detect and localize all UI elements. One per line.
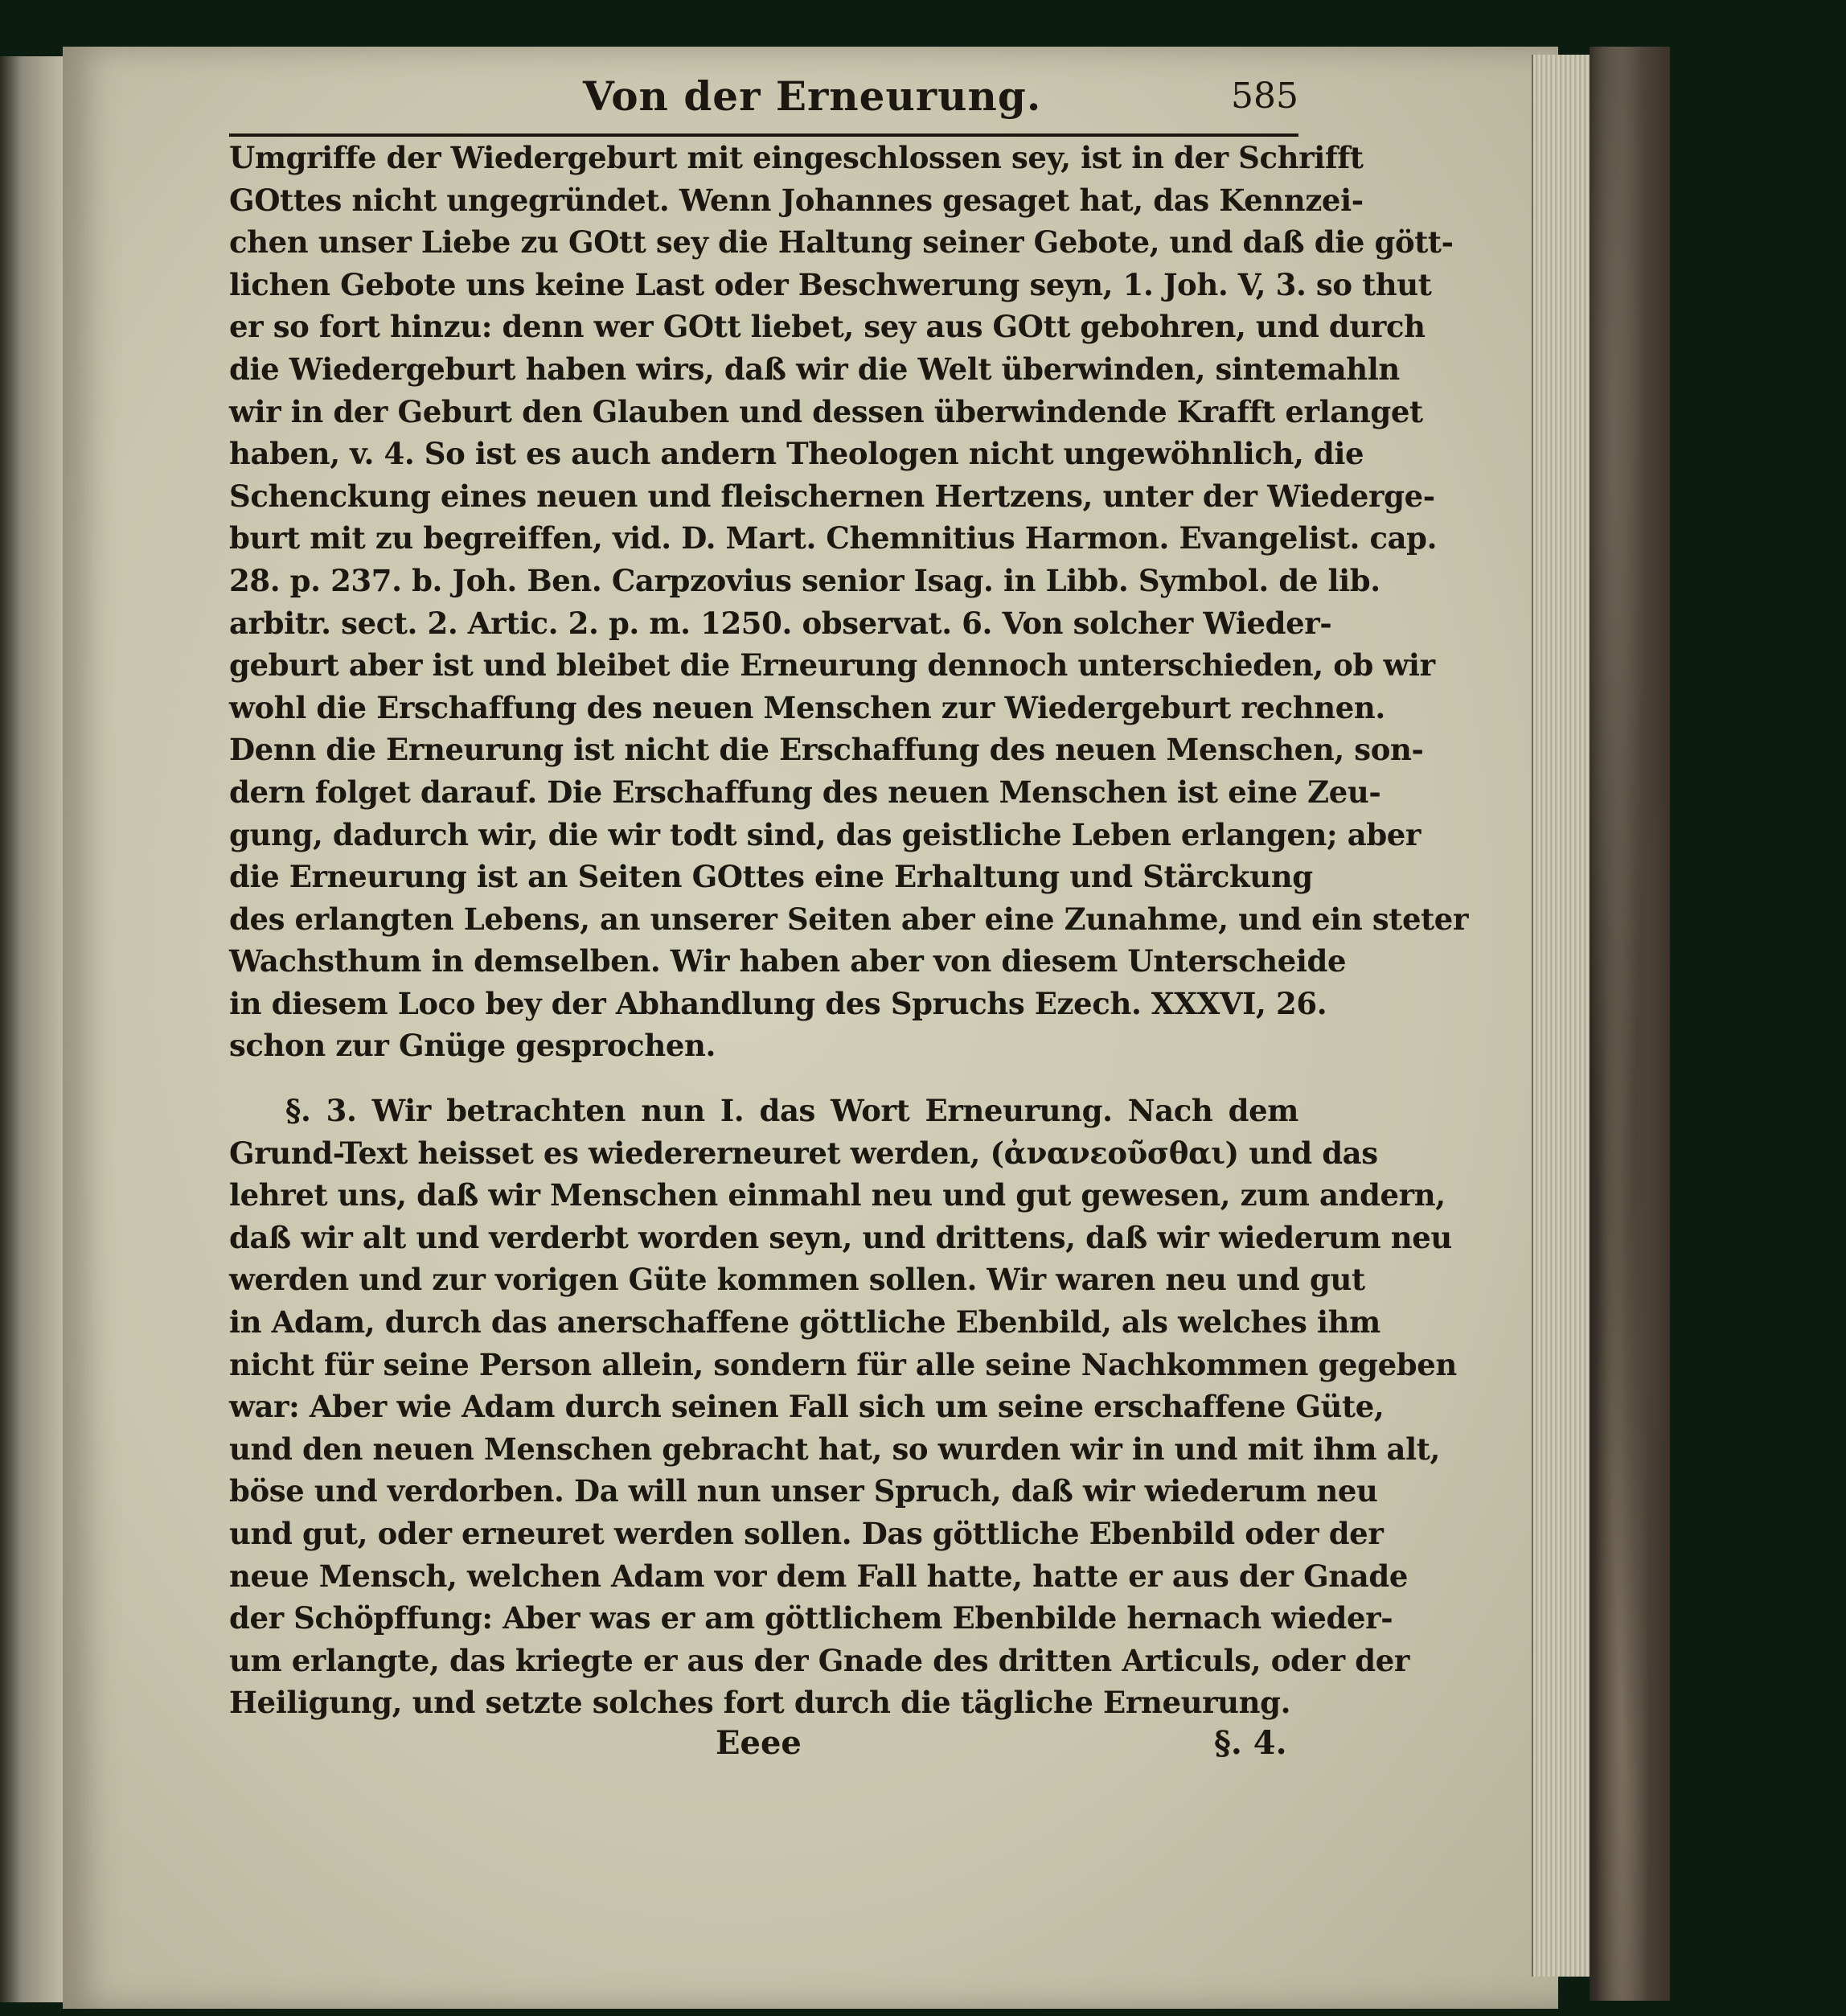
page-edges xyxy=(1532,55,1591,1977)
text-line: und den neuen Menschen gebracht hat, so wurden wir in und mit ihm alt, xyxy=(229,1431,1440,1467)
text-line: der Schöpffung: Aber was er am göttlichem Ebenbilde hernach wieder- xyxy=(229,1600,1393,1636)
text-line: Heiligung, und setzte solches fort durch die tägliche Erneurung. xyxy=(229,1685,1291,1721)
page-number: 585 xyxy=(1231,76,1298,117)
text-line: und gut, oder erneuret werden sollen. Das göttliche Ebenbild oder der xyxy=(229,1516,1384,1551)
text-line: um erlangte, das kriegte er aus der Gnade des dritten Articuls, oder der xyxy=(229,1642,1409,1678)
text-line: in Adam, durch das anerschaffene göttliche Ebenbild, als welches ihm xyxy=(229,1304,1380,1341)
text-line: dern folget darauf. Die Erschaffung des neuen Menschen ist eine Zeu- xyxy=(229,774,1381,810)
text-line: geburt aber ist und bleibet die Erneurung dennoch unterschieden, ob wir xyxy=(229,647,1435,684)
text-line: die Erneurung ist an Seiten GOttes eine Erhaltung und Stärckung xyxy=(229,859,1313,895)
text-line: GOttes nicht ungegründet. Wenn Johannes gesaget hat, das Kennzei- xyxy=(229,182,1364,218)
text-line: lichen Gebote uns keine Last oder Beschwerung seyn, 1. Joh. V, 3. so thut xyxy=(229,266,1432,302)
text-line: arbitr. sect. 2. Artic. 2. p. m. 1250. observat. 6. Von solcher Wieder- xyxy=(229,605,1332,641)
text-line: haben, v. 4. So ist es auch andern Theologen nicht ungewöhnlich, die xyxy=(229,436,1364,472)
text-line: werden und zur vorigen Güte kommen sollen. Wir waren neu und gut xyxy=(229,1262,1365,1298)
text-line: Wachsthum in demselben. Wir haben aber von diesem Unterscheide xyxy=(229,943,1347,979)
marbled-cover-edge xyxy=(1590,47,1670,2001)
text-line: schon zur Gnüge gesprochen. xyxy=(229,1028,716,1064)
text-line: Denn die Erneurung ist nicht die Erschaffung des neuen Menschen, son- xyxy=(229,732,1424,768)
text-line: §. 3. Wir betrachten nun I. das Wort Erneurung. Nach dem xyxy=(285,1093,1298,1129)
text-line: er so fort hinzu: denn wer GOtt liebet, sey aus GOtt gebohren, und durch xyxy=(229,309,1426,345)
text-line: chen unser Liebe zu GOtt sey die Haltung seiner Gebote, und daß die gött- xyxy=(229,224,1454,261)
facing-page-edge xyxy=(0,56,63,2002)
text-line: nicht für seine Person allein, sondern für alle seine Nachkommen gegeben xyxy=(229,1346,1457,1382)
text-line: Schenckung eines neuen und fleischernen Hertzens, unter der Wiederge- xyxy=(229,478,1435,514)
text-line: burt mit zu begreiffen, vid. D. Mart. Chemnitius Harmon. Evangelist. cap. xyxy=(229,520,1438,556)
paragraph-1 xyxy=(229,137,1469,1067)
text-line: böse und verdorben. Da will nun unser Spruch, daß wir wiederum neu xyxy=(229,1473,1378,1509)
catchword: §. 4. xyxy=(1214,1723,1287,1762)
page-text xyxy=(229,72,1469,1769)
text-line: gung, dadurch wir, die wir todt sind, das geistliche Leben erlangen; aber xyxy=(229,816,1421,852)
running-title: Von der Erneurung. xyxy=(583,72,1042,120)
text-line: lehret uns, daß wir Menschen einmahl neu und gut gewesen, zum andern, xyxy=(229,1177,1446,1213)
text-line: in diesem Loco bey der Abhandlung des Spruchs Ezech. XXXVI, 26. xyxy=(229,985,1327,1021)
paragraph-2 xyxy=(229,1090,1457,1724)
text-line: die Wiedergeburt haben wirs, daß wir die Welt überwinden, sintemahln xyxy=(229,351,1400,387)
text-line: Umgriffe der Wiedergeburt mit eingeschlossen sey, ist in der Schrifft xyxy=(229,140,1364,175)
signature-mark: Eeee xyxy=(716,1723,802,1762)
text-line: des erlangten Lebens, an unserer Seiten aber eine Zunahme, und ein steter xyxy=(229,901,1469,937)
running-head xyxy=(229,72,1298,129)
page-footer xyxy=(229,1724,1298,1769)
text-line: wir in der Geburt den Glauben und dessen überwindende Krafft erlanget xyxy=(229,393,1423,429)
paragraph-gap xyxy=(229,1067,1298,1090)
text-line: Grund-Text heisset es wiedererneuret werden, (ἀνανεοῦσθαι) und das xyxy=(229,1135,1378,1171)
text-line: war: Aber wie Adam durch seinen Fall sich um seine erschaffene Güte, xyxy=(229,1389,1384,1425)
text-line: 28. p. 237. b. Joh. Ben. Carpzovius senior Isag. in Libb. Symbol. de lib. xyxy=(229,562,1380,598)
dark-background-right xyxy=(1670,40,1846,2016)
text-line: neue Mensch, welchen Adam vor dem Fall hatte, hatte er aus der Gnade xyxy=(229,1558,1408,1594)
text-line: wohl die Erschaffung des neuen Menschen zur Wiedergeburt rechnen. xyxy=(229,689,1385,725)
text-line: daß wir alt und verderbt worden seyn, und drittens, daß wir wiederum neu xyxy=(229,1219,1452,1255)
